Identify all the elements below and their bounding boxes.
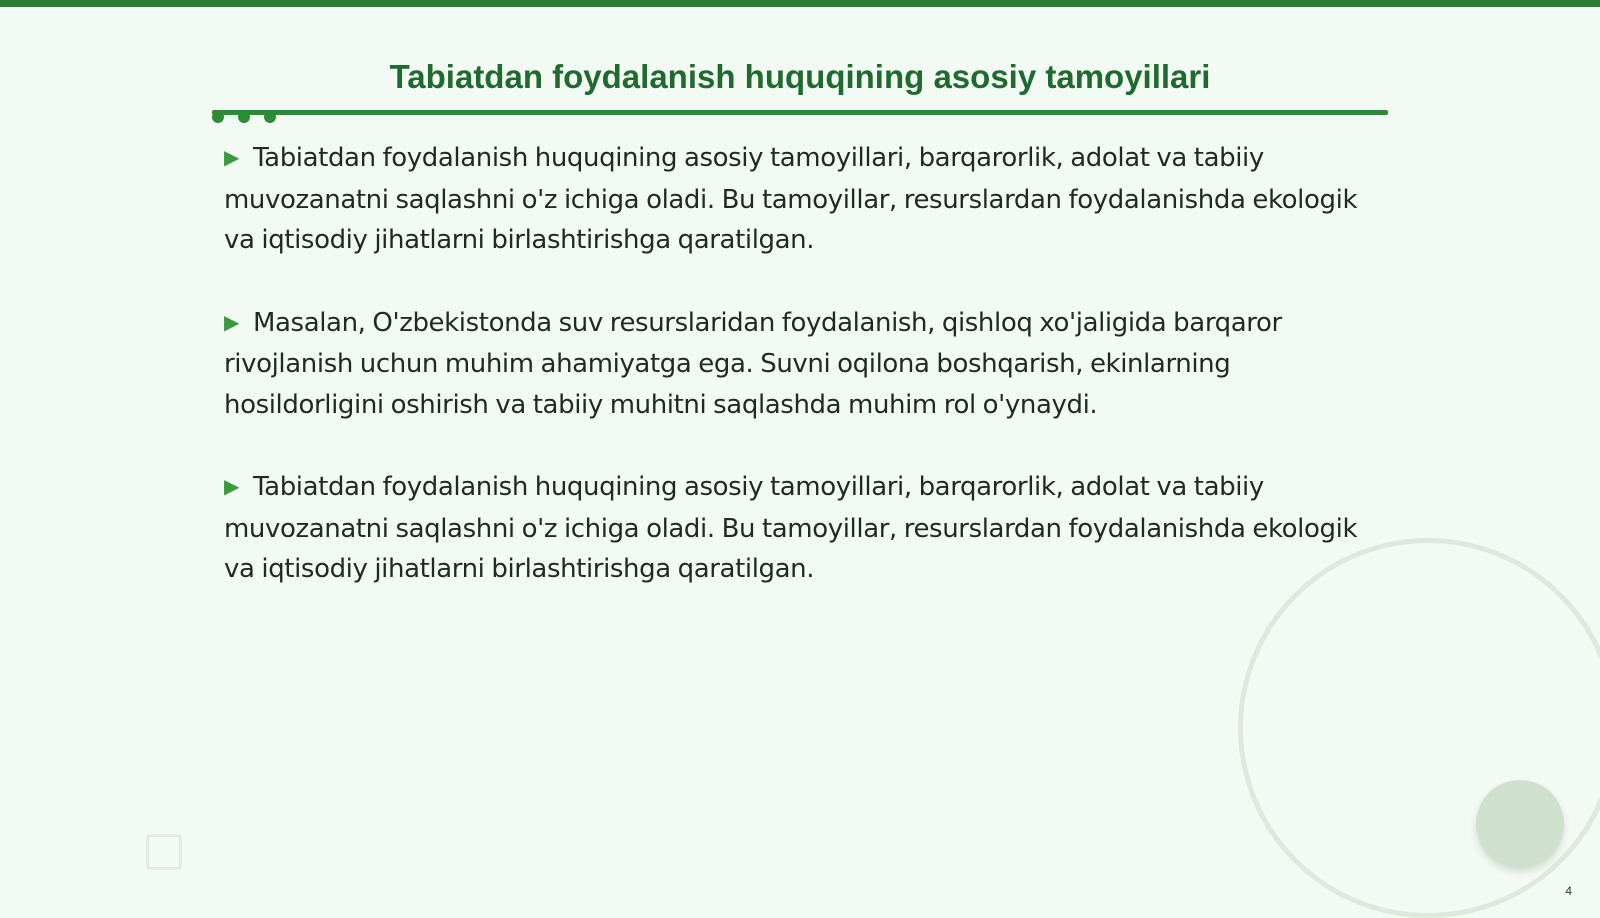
decorative-ring: [1238, 538, 1600, 918]
slide-title: Tabiatdan foydalanish huquqining asosiy tamoyillari: [389, 58, 1211, 95]
triangle-bullet-icon: ▶: [224, 309, 239, 334]
decor-dot: [238, 111, 250, 123]
decorative-circle: [1476, 780, 1564, 868]
bullet-item: [224, 467, 1384, 590]
bullet-text: Masalan, O'zbekistonda suv resurslaridan foydalanish, qishloq xo'jaligida barqaror rivojlanish uchun muhim ahamiyatga ega. Suvni oqilona boshqarish, ekinlarning hosildorligini oshirish va tabiiy muhitni saqlashda muhim rol o'ynaydi.: [224, 307, 1282, 420]
top-accent-bar: [0, 0, 1600, 7]
decorative-square: [146, 834, 182, 870]
decor-dot: [212, 111, 224, 123]
triangle-bullet-icon: ▶: [224, 145, 239, 169]
decor-dot: [264, 111, 276, 123]
page-number: 4: [1565, 884, 1572, 898]
bullet-item: [224, 138, 1384, 261]
slide-content: [224, 138, 1384, 632]
title-underline: [212, 110, 1388, 115]
bullet-text: Tabiatdan foydalanish huquqining asosiy tamoyillari, barqarorlik, adolat va tabiiy muvozanatni saqlashni o'z ichiga oladi. Bu tamoyillar, resurslardan foydalanishda ekologik va iqtisodiy jihatlarni birlashtirishga qaratilgan.: [224, 472, 1358, 584]
bullet-text: Tabiatdan foydalanish huquqining asosiy tamoyillari, barqarorlik, adolat va tabiiy muvozanatni saqlashni o'z ichiga oladi. Bu tamoyillar, resurslardan foydalanishda ekologik va iqtisodiy jihatlarni birlashtirishga qaratilgan.: [224, 143, 1358, 255]
bullet-item: [224, 303, 1384, 426]
triangle-bullet-icon: ▶: [224, 474, 239, 498]
